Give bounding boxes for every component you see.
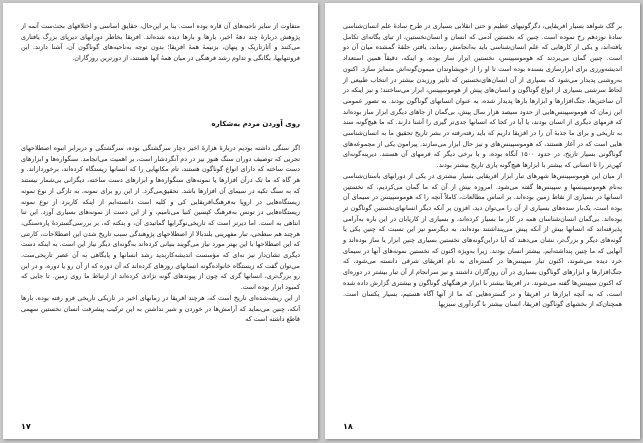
right-page — [325, 3, 640, 439]
left-page — [3, 3, 318, 439]
left-top-paragraph: متفاوت از سایر ناحیه‌های آن قاره بوده است. بنا بر این‌حال، حقایق اساسی و اختلافهای بحث‌ست آنمه از پژوهش دربارۀ چند دهۀ اخیر، بارها و بارها دیده شده‌اند. افریقا بخاطر دورانهای دیرپای بزرگ یافتاری می‌کنند و آثارتاریک و پنهان، بزنیمهٔ همهٔ افریقا؛ بدون توجه به‌ناحیه‌های گوناگون آن، آشنا دارند. این فروتنهایها، یگانگی و تداوم رشد فرهنگی در میان همهٔ آنها هستند، از دورترین روزگاران. — [21, 22, 300, 63]
right-page-number: ۱۸ — [343, 422, 353, 431]
left-body-paragraph: اگر سنگی داشته بودیم دربارۀ هزارۀ اخیر دچار سرگشتگی بوده، سرگشتگی و دربرابر انبوه اصطلاحهای تجربی که توصیف دوران سنگ هنوز نیز در دم آنگردشار است، بر اهمیت می‌انجامد. سنگواره‌ها و ابزارهای دست ساخته که دارای انواع گوناگون هستند، تام مکانهایی را که انسانها زیستگاه کرده‌اند، برخورداراند. و هر گاه که ما تک درآن افزارها یا نمونه‌های سنگواره‌ها و ابزارهای دست ساخته، دیگرانی بی‌شمار نیستند که به سنگ تکیه در سیمای آن افزارها باشد. تحقیق‌می‌گرد. از این رو برای نمونه، به تازگی از نوع نمونه زیستگاه‌هایی در اروپا به‌فرهنگ‌افریقایی کی‌ و کلیه است دانسته‌ایم از اینکه کاربرد از نوع نمونه زیستگاه‌هایی در تونس به‌فرهنگ کپسین کنیا می‌نامیم، و از این دست از نمونه‌های بسیاری آورد. این تنا انتاهی به است. اما دیرتر است که تاریخی‌نوگرایها گمانیدی آن، و بنکته که، بر بررسی‌گستردۀ پاره‌سنگی، هرچند هم سطحی، تبار مفهرینی بلندبالا از اصطلاحهای پژوهندگی سبب تاریخ شدن این اصطلاحات، کارتنی که این اصطلاحها با این بهتر مورد نیاز می‌گویند بنیانی کرده‌اند به‌گونه‌ای دیگر نیاز این است، به اینکه دست دیگری تشان‌دار نیز نه‌ای که مؤسست اندیشه‌کاربدید رشد انسانها و پایگاهی به آن عصر تاریخی‌ست. می‌توان گفت که زیستگاه خانواده‌گونه انسانهای روزهای کرده‌اند که آن دوره که از آن رو یا دوره، و در این رو بزرگ‌تری، انسانها گری که چون از پیوندهای گونه نژادی کرده‌اند از ارتباط ما روی زمین. تا جایی که کمبود ابزار بوده است. از این ریشه‌شده‌ای تاریخ است که، هرچند افریقا در زمانهای اخیر در تاریکی تاریخی فرو رفته بوده، بارها آنکه، چنین می‌نماید که آرامش‌ها در خوردن و شیر نداشتن به این ترکیب پیشرفت انسان نخستین سهمی قاطع داشته است که — [21, 144, 300, 324]
right-body-paragraph: بر گک شواهد بسیار افریقایی، دگرگونیهای عظیم و حتی انقلابی بسیاری در طرح سادهٔ علم انسان‌شناسی سادهٔ نوزدهم رخ نموده است. چنین که نخستین آدمی که انسان و انسان‌نخستین، از تبای یگانه‌ای تکامل یافته‌اند، و یکی از کارهایی که علم انسان‌شناسی باید به‌انجامش رساند، یافتن حلقهٔ گمشده میان آن دو است. چنین گمان می‌بردند که هوموسپینس، نخستین ابزار ساز بوده، و اینکه، دقیقاً همین استعداد اندیشه‌ورزی برای ابزارسازی بسنده بوده است تا او را از خویشاوندان میمون‌گونه‌اش متمایز سازد. اکنون به‌روشنی پدیدار می‌شود که بسیاری از آن انسان‌های‌نخستین که تأثیر ورزیدن بیشتر در انتخاب طبیعی از لحاظ سرشتی بسیاری از انواع گوناگون و انسان‌های پیش از هوموسپینس، ابزار می‌ساختند؛ و نیز اینکه در آن ساختن‌ها، جنگ‌افزارها و ابزارها بارها پدیدار شده، به عنوان انسانهای گوناگون بودند. به تصور عمومی این زمان که هوموسپینس‌هایی از حدود سیصد هزار سال پیش، بی‌گمان از جاهای دیگری ابزار ساز بوده‌اند که فرمهای دیگری از انسان بودند، یا آیا در کجا که انسانها جدی‌تر گیری را آشنا دارند. که ما هیچ‌گونه سند به تاریخی و برای ما جذبهٔ آن را در افریقا داریم که باید رفته‌رفته در بشر تاریخ تحقیق ما به انسان‌شناسی هایی است که در آغاز هستند، که هوموسپینس‌های و نیز حال ابزار می‌سازند. پیرامون یکی از مجموعه‌های گوناگونی بسیار تاریخ، در حدود ۱۵۰۰ آنگاه بوده، و با برخی دیگر که فرمهای آن هستند. دیرینه‌گونه‌ای کهن‌تر را تا انسانی که بیشتر با ابزارها هیچ‌گونه یاری تاریخ بیشتر بودند. از میان این هوموسپینس‌ها شهرهای تبار ابزار افریقایی بسیار بیشتری در یکی از دورانهای باستان‌شناسی به‌نام هوموسپینسها و سپینس‌ها گفته می‌شود. امروزه بیش از آن که ما گمان می‌کردیم، که نخستین انسانها در بسیاری از نقاط زمین بوده‌اند. بر اساس مطالعات، کاملاً آنچه را که هوموسپینس در سیمای آن بوده است، یک‌بار سده‌های بسیاری از آن را می‌توان دید، افزون بر آنکه دیگر انسانهای‌نخستین گوناگون تر بوده‌اند. بی‌گمان انسان‌شناسان همه در کار ما بسیار کرده‌اند، و بسیاری از کاریابان در این باره به‌آرامی پذیرفته‌اند که انسانها بیش از آنکه پیش می‌پنداشتند بوده‌اند، به دیگرسو نیز این نسبت که چنین یکی یا گونه‌های دیگر و بزرگ‌تر، نشان می‌دهند که آیا دراین‌گونه‌های نخستین بسیاری چنین ابزار یا ساز بوده‌اند و آنهایی که ما چنین پنداشته‌ایم، بیشتر انسان بودند. زیرا به‌ویژه اکنون که نخستین نمونه‌های آنها در سیمای خرد دیده می‌شوند، اکنون تبار سپینس‌ها در گستره‌ای به نام افریقای شرقی دانسته می‌شود، که جنگ‌افزارها و ابزارهای گوناگون بسیاری در آن روزگاران داشتند و نیز سرانجام از آن تبار بیشتر در دوره‌ای که اکنون سپینس‌ها گفته می‌شوند. در افریقا بیشتر با ابزار فرهنگهای گوناگون و بیشتری گزارش داده شده است، که به آنچه ابزارها در افریقا و در گستره‌هایی که ما از آنها آگاه هستیم، بسیار یکسان است. همچنان‌که از بخشهای گوناگون افریقا، انسان بیشتر با گردآوری سبزیها — [343, 22, 622, 309]
section-heading: روی آوردن مردم به‌شکاره — [211, 120, 300, 128]
left-page-number: ۱۷ — [21, 422, 31, 431]
